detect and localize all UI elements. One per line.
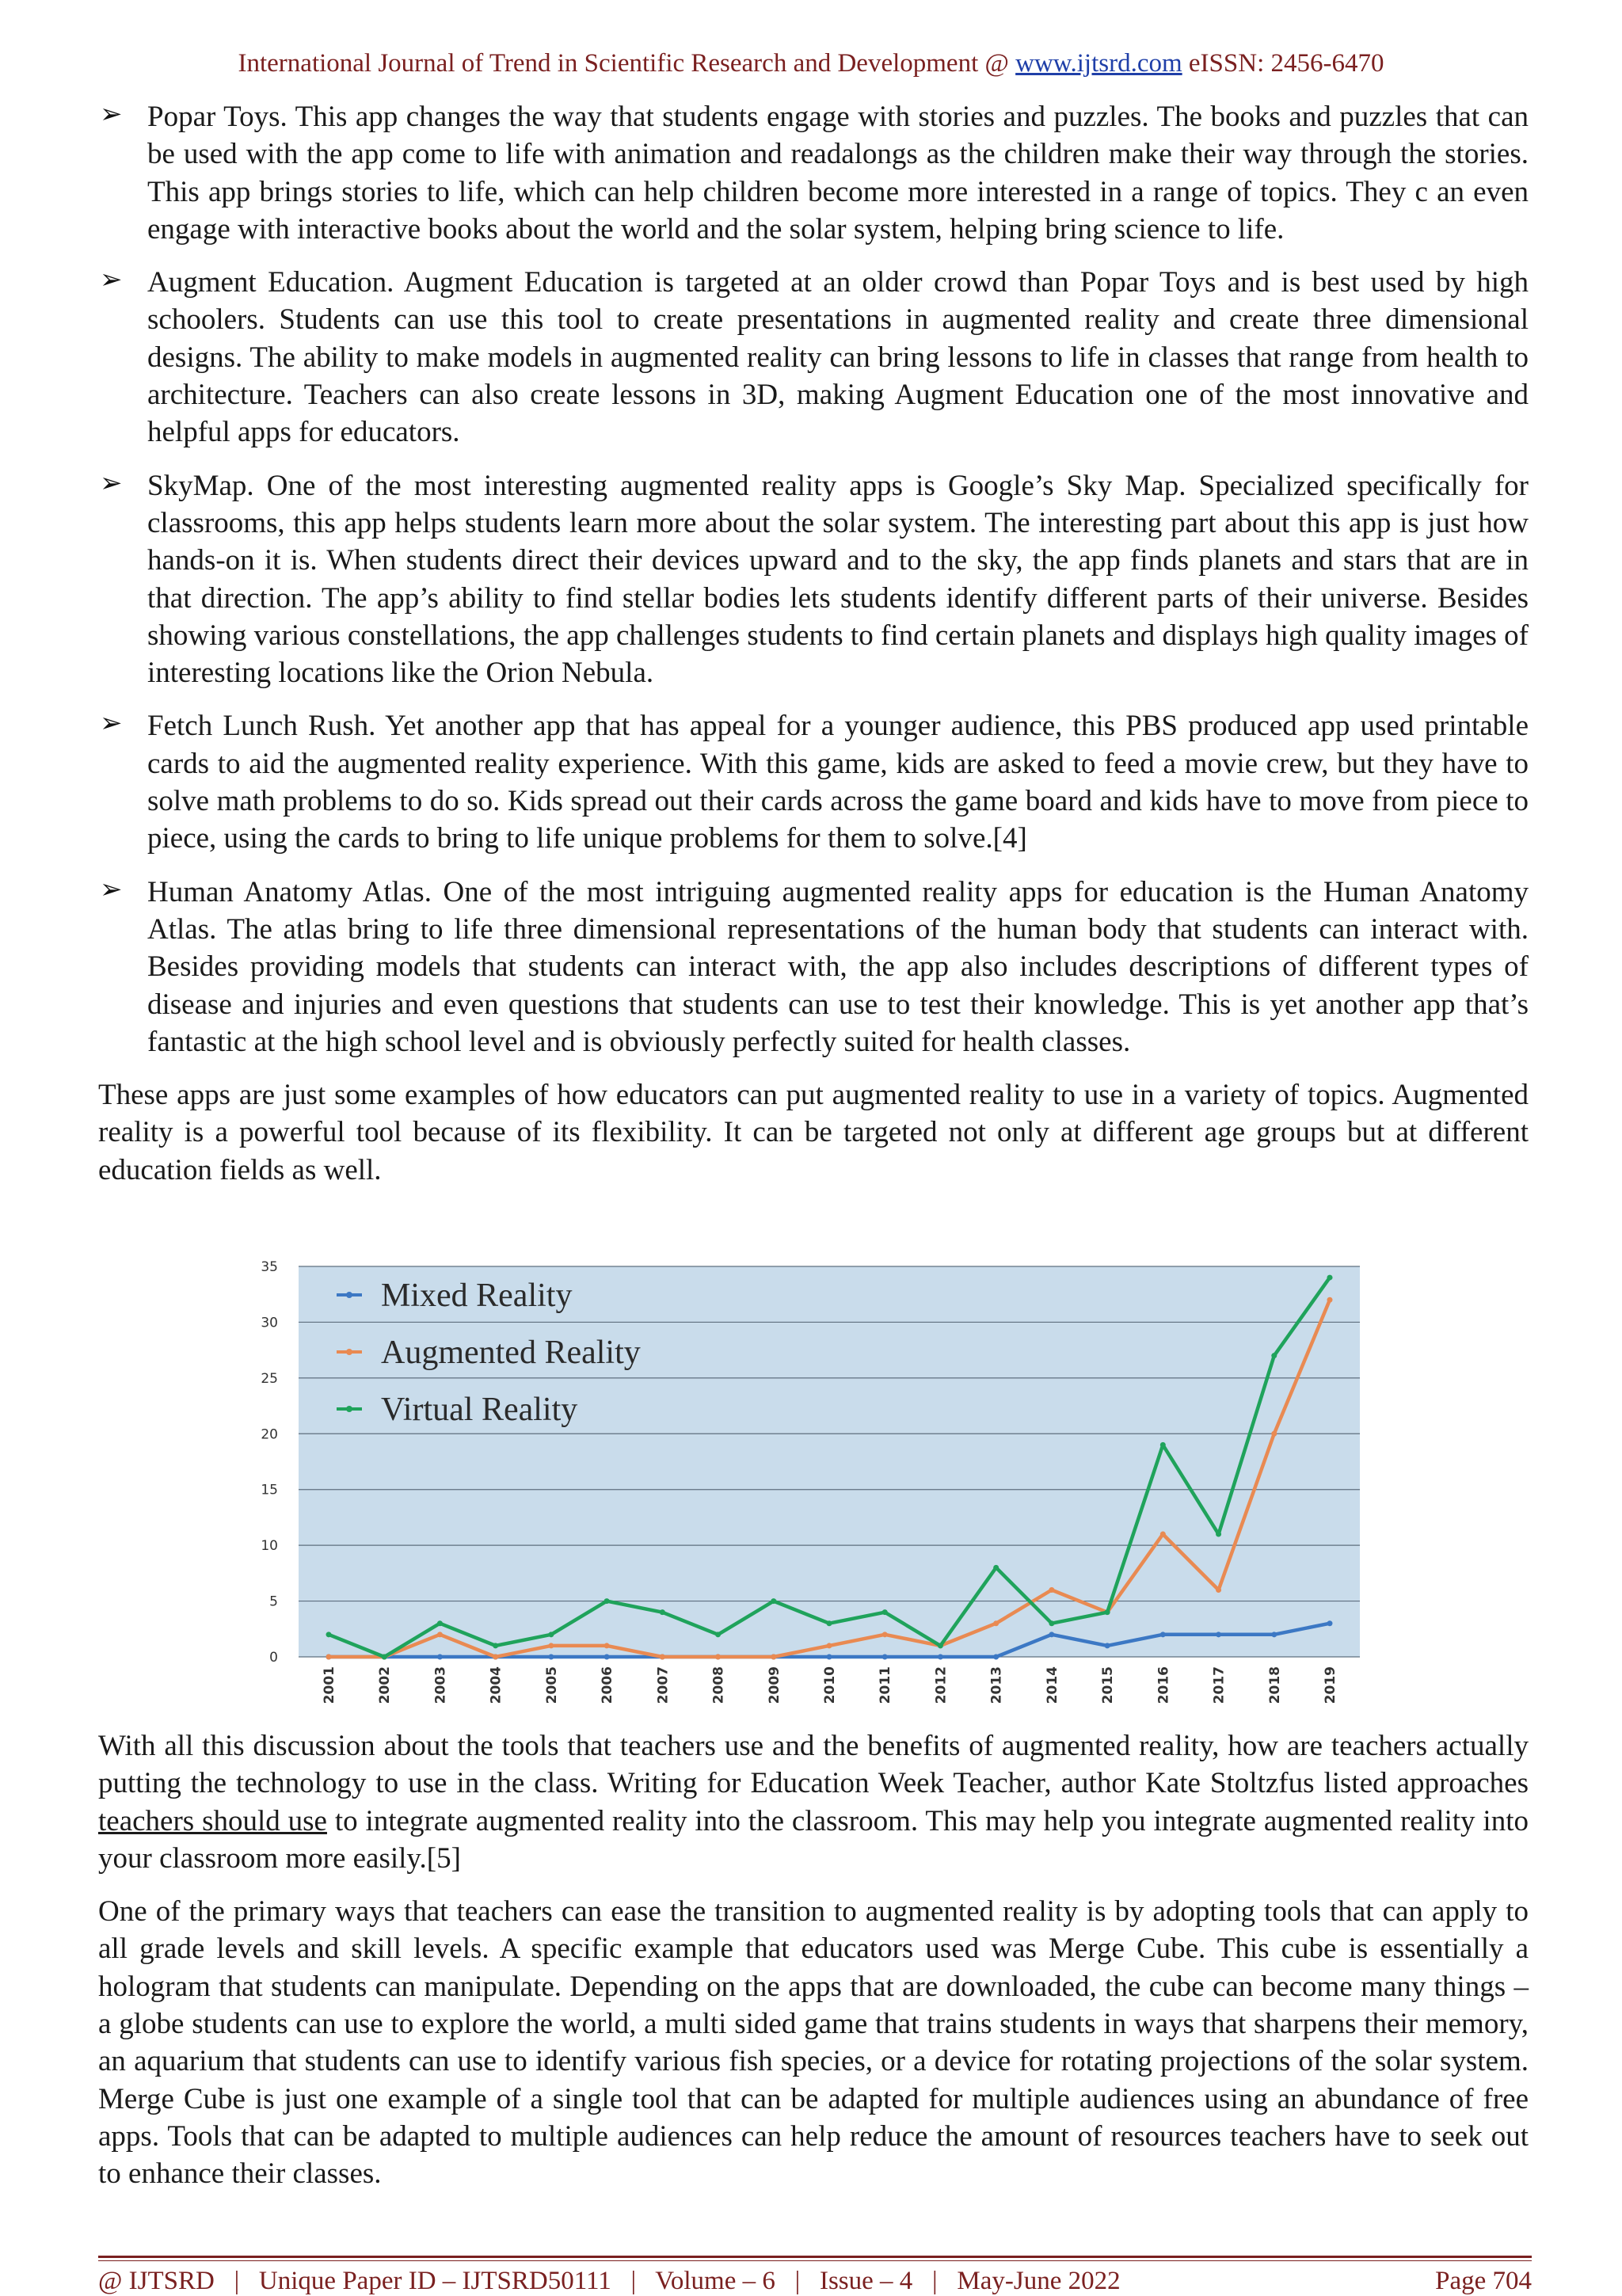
arrow-bullet-icon: ➢ [100, 468, 123, 498]
data-point [604, 1598, 610, 1604]
y-tick-label: 35 [261, 1259, 278, 1275]
data-point [1271, 1353, 1277, 1358]
arrow-bullet-icon: ➢ [100, 265, 123, 295]
lower-text [98, 1727, 1529, 2209]
arrow-bullet-icon: ➢ [100, 874, 123, 904]
bullet-text: SkyMap. One of the most interesting augmented reality apps is Google’s Sky Map. Specialized specifically for classrooms, this app helps students learn more about the solar system. The interesting part about this app is just how hands-on it is. When students direct their devices upward and to the sky, the app finds planets and stars that are in that direction. The app’s ability to find stellar bodies lets students identify different parts of their universe. Besides showing various constellations, the app challenges students to find certain planets and displays high quality images of interesting locations like the Orion Nebula. [147, 469, 1529, 690]
bullet-item [98, 264, 1529, 451]
arrow-bullet-icon: ➢ [100, 709, 123, 739]
journal-name: International Journal of Trend in Scientific Research and Development @ [238, 49, 1016, 78]
data-point [437, 1632, 443, 1637]
x-tick-label: 2019 [1323, 1666, 1338, 1704]
main-text [98, 98, 1529, 1205]
legend-label: Augmented Reality [381, 1335, 641, 1371]
y-tick-label: 5 [269, 1593, 278, 1610]
paragraph-teachers-text: With all this discussion about the tools that teachers use and the benefits of augmented reality, how are teachers actually putting the technology to use in the class. Writing for Education Week Teacher, author Kate Stoltzfus listed approaches [98, 1730, 1529, 1800]
y-tick-label: 0 [269, 1650, 278, 1666]
data-point [882, 1609, 888, 1615]
data-point [1160, 1532, 1166, 1537]
data-point [771, 1598, 776, 1604]
page-number: Page 704 [1435, 2267, 1532, 2295]
data-point [827, 1620, 832, 1626]
y-tick-label: 25 [261, 1370, 278, 1387]
x-tick-label: 2015 [1100, 1666, 1117, 1704]
teachers-should-use-link[interactable]: teachers should use [98, 1804, 327, 1837]
data-point [604, 1654, 610, 1660]
y-tick-label: 20 [261, 1426, 278, 1443]
data-point [604, 1643, 610, 1648]
bullet-text: Human Anatomy Atlas. One of the most intriguing augmented reality apps for education is the Human Anatomy Atlas. The atlas bring to life three dimensional representations of the human body that students can interact with. Besides providing models that students can interact with, the app also includes descriptions of different types of disease and injuries and even questions that students can use to test their knowledge. This is yet another app that’s fantastic at the high school level and is obviously perfectly suited for health classes. [147, 875, 1529, 1058]
data-point [660, 1609, 665, 1615]
legend-label: Mixed Reality [381, 1277, 573, 1314]
data-point [938, 1654, 943, 1660]
data-point [993, 1565, 999, 1571]
y-tick-label: 15 [261, 1482, 278, 1498]
bullet-text: Popar Toys. This app changes the way that students engage with stories and puzzles. The books and puzzles that can be used with the app come to life with animation and readalongs as the children make their way through the stories. This app brings stories to life, which can help children become more interested in a range of topics. They c an even engage with interactive books about the world and the solar system, helping bring science to life. [147, 101, 1529, 246]
x-tick-label: 2006 [600, 1666, 616, 1704]
x-tick-label: 2005 [543, 1666, 560, 1704]
data-point [1216, 1532, 1221, 1537]
data-point [1049, 1632, 1054, 1637]
issn: eISSN: 2456-6470 [1182, 49, 1384, 78]
data-point [1216, 1587, 1221, 1593]
line-chart [234, 1254, 1366, 1713]
x-tick-label: 2003 [432, 1666, 449, 1704]
data-point [993, 1654, 999, 1660]
footer-paper-info: @ IJTSRD | Unique Paper ID – IJTSRD50111 | Volume – 6 | Issue – 4 | May-June 2022 [98, 2267, 1121, 2295]
paragraph-merge-cube: One of the primary ways that teachers can ease the transition to augmented reality is by adopting tools that can apply to all grade levels and skill levels. A specific example that educators used was Merge Cube. This cube is essentially a hologram that students can manipulate. Depending on the apps that are downloaded, the cube can become many things – a globe students can use to explore the world, a multi sided game that trains students in ways that sharpens their memory, an aquarium that students can use to identify various fish species, or a device for rotating projections of the solar system. Merge Cube is just one example of a single tool that can be adapted for multiple audiences using an abundance of free apps. Tools that can be adapted to multiple audiences can help reduce the amount of resources teachers have to seek out to enhance their classes. [98, 1895, 1529, 2191]
bullet-item [98, 467, 1529, 692]
data-point [1327, 1620, 1333, 1626]
legend-marker [346, 1406, 352, 1412]
data-point [382, 1654, 387, 1660]
data-point [326, 1632, 332, 1637]
legend-marker [346, 1349, 352, 1355]
x-tick-label: 2014 [1044, 1666, 1060, 1704]
data-point [1327, 1297, 1333, 1303]
data-point [1105, 1643, 1110, 1648]
data-point [993, 1620, 999, 1626]
data-point [1271, 1632, 1277, 1637]
bullet-item [98, 707, 1529, 857]
legend-marker [346, 1292, 352, 1298]
x-tick-label: 2001 [322, 1666, 337, 1704]
x-tick-label: 2009 [766, 1666, 782, 1704]
x-tick-label: 2013 [988, 1666, 1005, 1704]
paragraph-apps-examples: These apps are just some examples of how educators can put augmented reality to use in a variety of topics. Augmented reality is a powerful tool because of its flexibility. It can be targeted not only at different age groups but at different education fields as well. [98, 1079, 1529, 1186]
data-point [1105, 1609, 1110, 1615]
arrow-bullet-icon: ➢ [100, 100, 123, 129]
y-tick-label: 30 [261, 1315, 278, 1331]
bullet-text: Fetch Lunch Rush. Yet another app that has appeal for a younger audience, this PBS produced app used printable cards to aid the augmented reality experience. With this game, kids are asked to feed a movie crew, but they have to solve math problems to do so. Kids spread out their cards across the game board and kids have to move from piece to piece, using the cards to bring to life unique problems for them to solve.[4] [147, 710, 1529, 855]
running-header [0, 49, 1622, 78]
data-point [548, 1643, 554, 1648]
x-tick-label: 2011 [878, 1666, 894, 1704]
data-point [437, 1620, 443, 1626]
x-tick-label: 2002 [377, 1666, 394, 1704]
paragraph-teachers-text-end: to integrate augmented reality into the classroom. This may help you integrate augmented reality into your classroom more easily.[5] [98, 1804, 1529, 1875]
data-point [548, 1654, 554, 1660]
data-point [1271, 1431, 1277, 1437]
data-point [771, 1654, 776, 1660]
footer-divider [98, 2256, 1532, 2258]
data-point [1327, 1275, 1333, 1281]
data-point [827, 1643, 832, 1648]
x-tick-label: 2010 [822, 1666, 838, 1704]
data-point [548, 1632, 554, 1637]
data-point [326, 1654, 332, 1660]
x-tick-label: 2016 [1156, 1666, 1172, 1704]
data-point [882, 1654, 888, 1660]
legend-label: Virtual Reality [381, 1392, 578, 1428]
data-point [938, 1643, 943, 1648]
x-tick-label: 2007 [655, 1666, 672, 1704]
x-tick-label: 2004 [488, 1666, 504, 1704]
data-point [1216, 1632, 1221, 1637]
x-tick-label: 2018 [1266, 1666, 1283, 1704]
x-tick-label: 2012 [933, 1666, 950, 1704]
data-point [493, 1654, 498, 1660]
bullet-item [98, 874, 1529, 1060]
data-point [493, 1643, 498, 1648]
paragraph-teachers [98, 1727, 1529, 1877]
x-tick-label: 2017 [1211, 1666, 1228, 1704]
data-point [1049, 1587, 1054, 1593]
data-point [882, 1632, 888, 1637]
y-tick-label: 10 [261, 1538, 278, 1555]
footer-divider-thin [98, 2260, 1532, 2261]
data-point [1160, 1632, 1166, 1637]
bullet-item [98, 98, 1529, 248]
data-point [715, 1632, 721, 1637]
data-point [827, 1654, 832, 1660]
data-point [437, 1654, 443, 1660]
data-point [660, 1654, 665, 1660]
bullet-text: Augment Education. Augment Education is targeted at an older crowd than Popar Toys and is best used by high schoolers. Students can use this tool to create presentations in augmented reality and create three dimensional designs. The ability to make models in augmented reality can bring lessons to life in classes that range from health to architecture. Teachers can also create lessons in 3D, making Augment Education one of the most innovative and helpful apps for educators. [147, 266, 1529, 449]
plot-area [299, 1266, 1360, 1657]
data-point [1160, 1442, 1166, 1448]
data-point [1049, 1620, 1054, 1626]
journal-url-link[interactable]: www.ijtsrd.com [1015, 49, 1182, 78]
data-point [715, 1654, 721, 1660]
x-tick-label: 2008 [710, 1666, 727, 1704]
